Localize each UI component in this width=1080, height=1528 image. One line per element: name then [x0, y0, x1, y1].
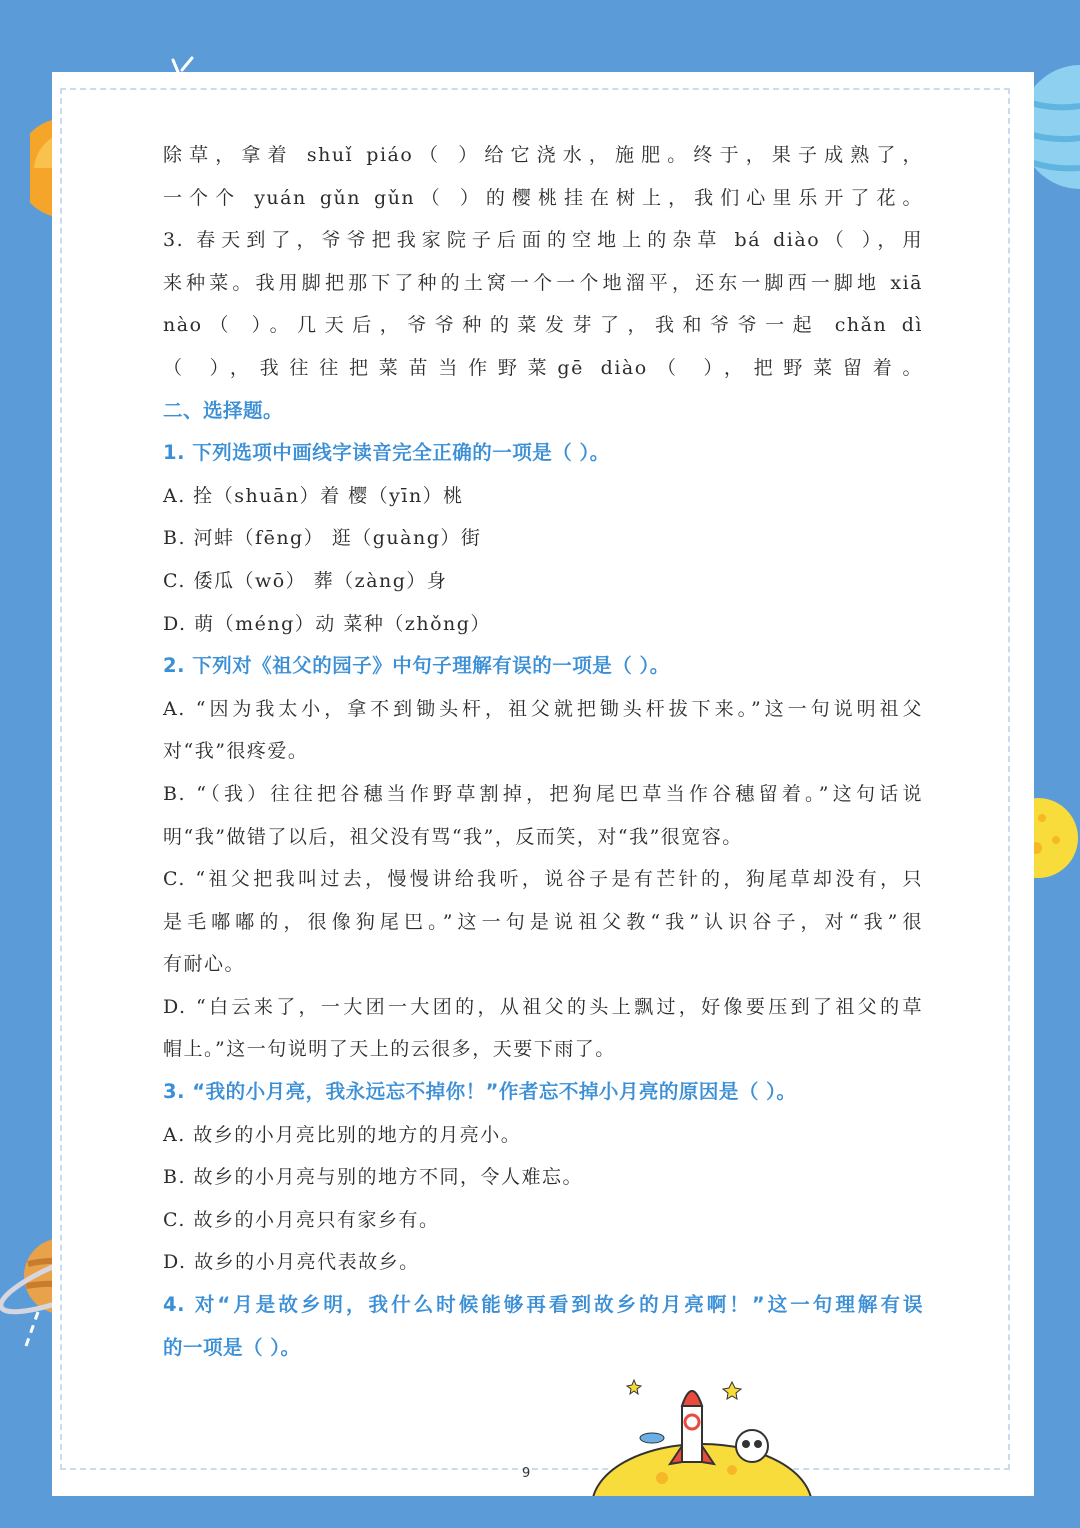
text-line: 来种菜。我用脚把那下了种的土窝一个一个地溜平，还东一脚西一脚地 xiā — [163, 271, 923, 294]
worksheet-content — [163, 134, 923, 1369]
text-line: B. 河蚌（fēng） 逛（guàng）街 — [163, 527, 482, 550]
text-line: C. “祖父把我叫过去，慢慢讲给我听，说谷子是有芒针的，狗尾草却没有，只 — [163, 868, 923, 891]
text-line: 3. 春天到了，爷爷把我家院子后面的空地上的杂草 bá diào（ ），用 — [163, 229, 923, 252]
text-line: D. 萌（méng）动 菜种（zhǒng） — [163, 612, 491, 635]
question-heading-line: 1. 下列选项中画线字读音完全正确的一项是（ ）。 — [163, 441, 610, 465]
text-line: B. 故乡的小月亮与别的地方不同，令人难忘。 — [163, 1166, 584, 1189]
question-heading-line: 4. 对“月是故乡明，我什么时候能够再看到故乡的月亮啊！”这一句理解有误 — [163, 1293, 923, 1317]
text-line: A. 拴（shuān）着 樱（yīn）桃 — [163, 484, 464, 507]
text-line: （ ），我往往把菜苗当作野菜gē diào（ ），把野菜留着。 — [163, 356, 923, 379]
text-line: 有耐心。 — [163, 953, 246, 976]
rocket-moon-illustration — [582, 1366, 822, 1496]
text-line: D. “白云来了，一大团一大团的，从祖父的头上飘过，好像要压到了祖父的草 — [163, 995, 923, 1018]
text-line: C. 倭瓜（wō） 葬（zàng）身 — [163, 569, 448, 592]
question-heading-line: 2. 下列对《祖父的园子》中句子理解有误的一项是（ ）。 — [163, 654, 670, 678]
text-line: D. 故乡的小月亮代表故乡。 — [163, 1251, 420, 1274]
text-line: C. 故乡的小月亮只有家乡有。 — [163, 1208, 440, 1231]
text-line: nào（ ）。几天后，爷爷种的菜发芽了，我和爷爷一起 chǎn dì — [163, 314, 923, 337]
question-heading-line: 的一项是（ ）。 — [163, 1335, 301, 1359]
text-line: B. “（我）往往把谷穗当作野草割掉，把狗尾巴草当作谷穗留着。”这句话说 — [163, 782, 923, 805]
text-line: 帽上。”这一句说明了天上的云很多，天要下雨了。 — [163, 1038, 616, 1061]
text-line: A. “因为我太小，拿不到锄头杆，祖父就把锄头杆拔下来。”这一句说明祖父 — [163, 697, 923, 720]
question-heading-line: 二、选择题。 — [163, 398, 284, 422]
page-number: 9 — [522, 1466, 531, 1481]
worksheet-page — [52, 72, 1034, 1496]
text-line: 对“我”很疼爱。 — [163, 740, 309, 763]
text-line: 是毛嘟嘟的，很像狗尾巴。”这一句是说祖父教“我”认识谷子，对“我”很 — [163, 910, 923, 933]
text-line: 除草，拿着 shuǐ piáo（ ）给它浇水，施肥。终于，果子成熟了， — [163, 144, 923, 166]
text-line: A. 故乡的小月亮比别的地方的月亮小。 — [163, 1123, 522, 1146]
question-heading-line: 3. “我的小月亮，我永远忘不掉你！”作者忘不掉小月亮的原因是（ ）。 — [163, 1080, 797, 1104]
text-line: 一个个 yuán gǔn gǔn（ ）的樱桃挂在树上，我们心里乐开了花。 — [163, 186, 923, 209]
text-line: 明“我”做错了以后，祖父没有骂“我”，反而笑，对“我”很宽容。 — [163, 825, 743, 848]
